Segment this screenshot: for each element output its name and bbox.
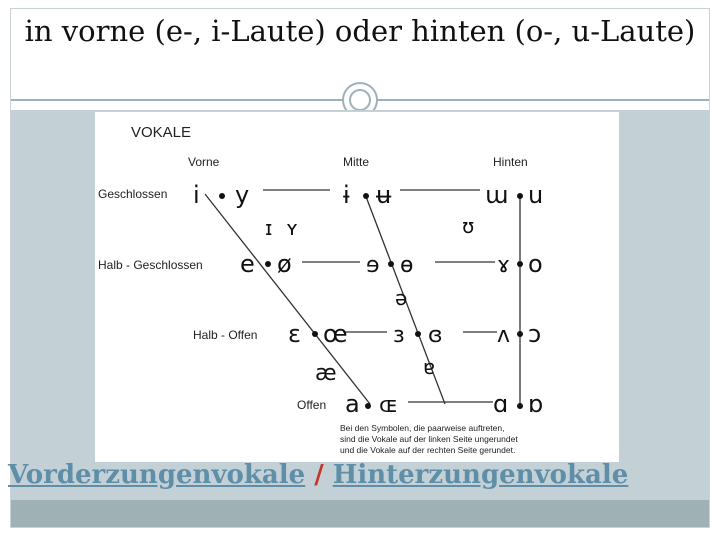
dot [363,193,369,199]
back-vowels-link[interactable]: Hinterzungenvokale [332,460,629,490]
vowel-symbol: ə [395,286,408,310]
chart-heading: VOKALE [131,124,192,141]
row-label-close: Geschlossen [98,187,168,201]
vowel-chart-svg [95,112,619,462]
vowel-symbol: ɨ [343,181,350,209]
vowel-symbol: ɞ [428,323,443,348]
chart-note-line: sind die Vokale auf der linken Seite ungerundet [340,434,518,444]
column-label-central: Mitte [343,155,370,169]
dot [388,261,394,267]
dot [219,193,225,199]
slide-title: in vorne (e-, i-Laute) oder hinten (o-, u-Laute) [24,14,696,48]
vowel-symbol: ɛ [288,320,301,348]
vowel-symbol: ɘ [366,253,380,278]
vowel-symbol: ɒ [528,390,544,418]
vowel-symbol: ɪ [265,216,273,240]
link-separator: / [305,460,333,490]
vowel-symbol: y [235,181,250,209]
dot [415,331,421,337]
dot [517,261,523,267]
vowel-symbol: ʏ [286,216,299,240]
column-label-front: Vorne [188,155,220,169]
column-label-back: Hinten [493,155,528,169]
row-label-halfopen: Halb - Offen [193,328,258,342]
vowel-symbol: e [240,250,255,278]
vowel-symbol: ɑ [493,390,509,418]
chart-note-line: und die Vokale auf der rechten Seite gerundet. [340,445,516,455]
vowel-symbol: a [345,390,360,418]
dot [517,403,523,409]
vowel-symbol: ɜ [393,323,405,348]
dot [517,193,523,199]
vowel-symbol: i [193,181,200,209]
vowel-symbol: ɶ [379,393,398,418]
chart-note-line: Bei den Symbolen, die paarweise auftreten, [340,423,505,433]
vowel-symbol: ɐ [423,355,436,379]
vowel-symbol: æ [315,361,337,386]
dot [365,403,371,409]
vowel-symbol: u [528,181,544,209]
dot [517,331,523,337]
vowel-symbol: o [528,250,543,278]
bottom-band [11,500,709,527]
footer-links [8,460,720,490]
vowel-symbol: ʊ [462,214,475,238]
vowel-symbol: ɔ [528,320,542,348]
dot [312,331,318,337]
vowel-symbol: ʌ [497,323,511,348]
row-label-halfclose: Halb - Geschlossen [98,258,203,272]
vowel-symbol: ɯ [485,181,509,209]
vowel-symbol: œ [323,320,348,348]
front-vowels-link[interactable]: Vorderzungenvokale [8,460,306,490]
divider-ring-inner [349,89,371,111]
vowel-symbol: ʉ [376,181,392,209]
dot [265,261,271,267]
vowel-symbol: ɵ [400,253,414,278]
vowel-symbol: ɤ [497,253,511,278]
vowel-chart [95,112,619,462]
row-label-open: Offen [297,398,327,412]
vowel-symbol: ø [277,250,292,278]
